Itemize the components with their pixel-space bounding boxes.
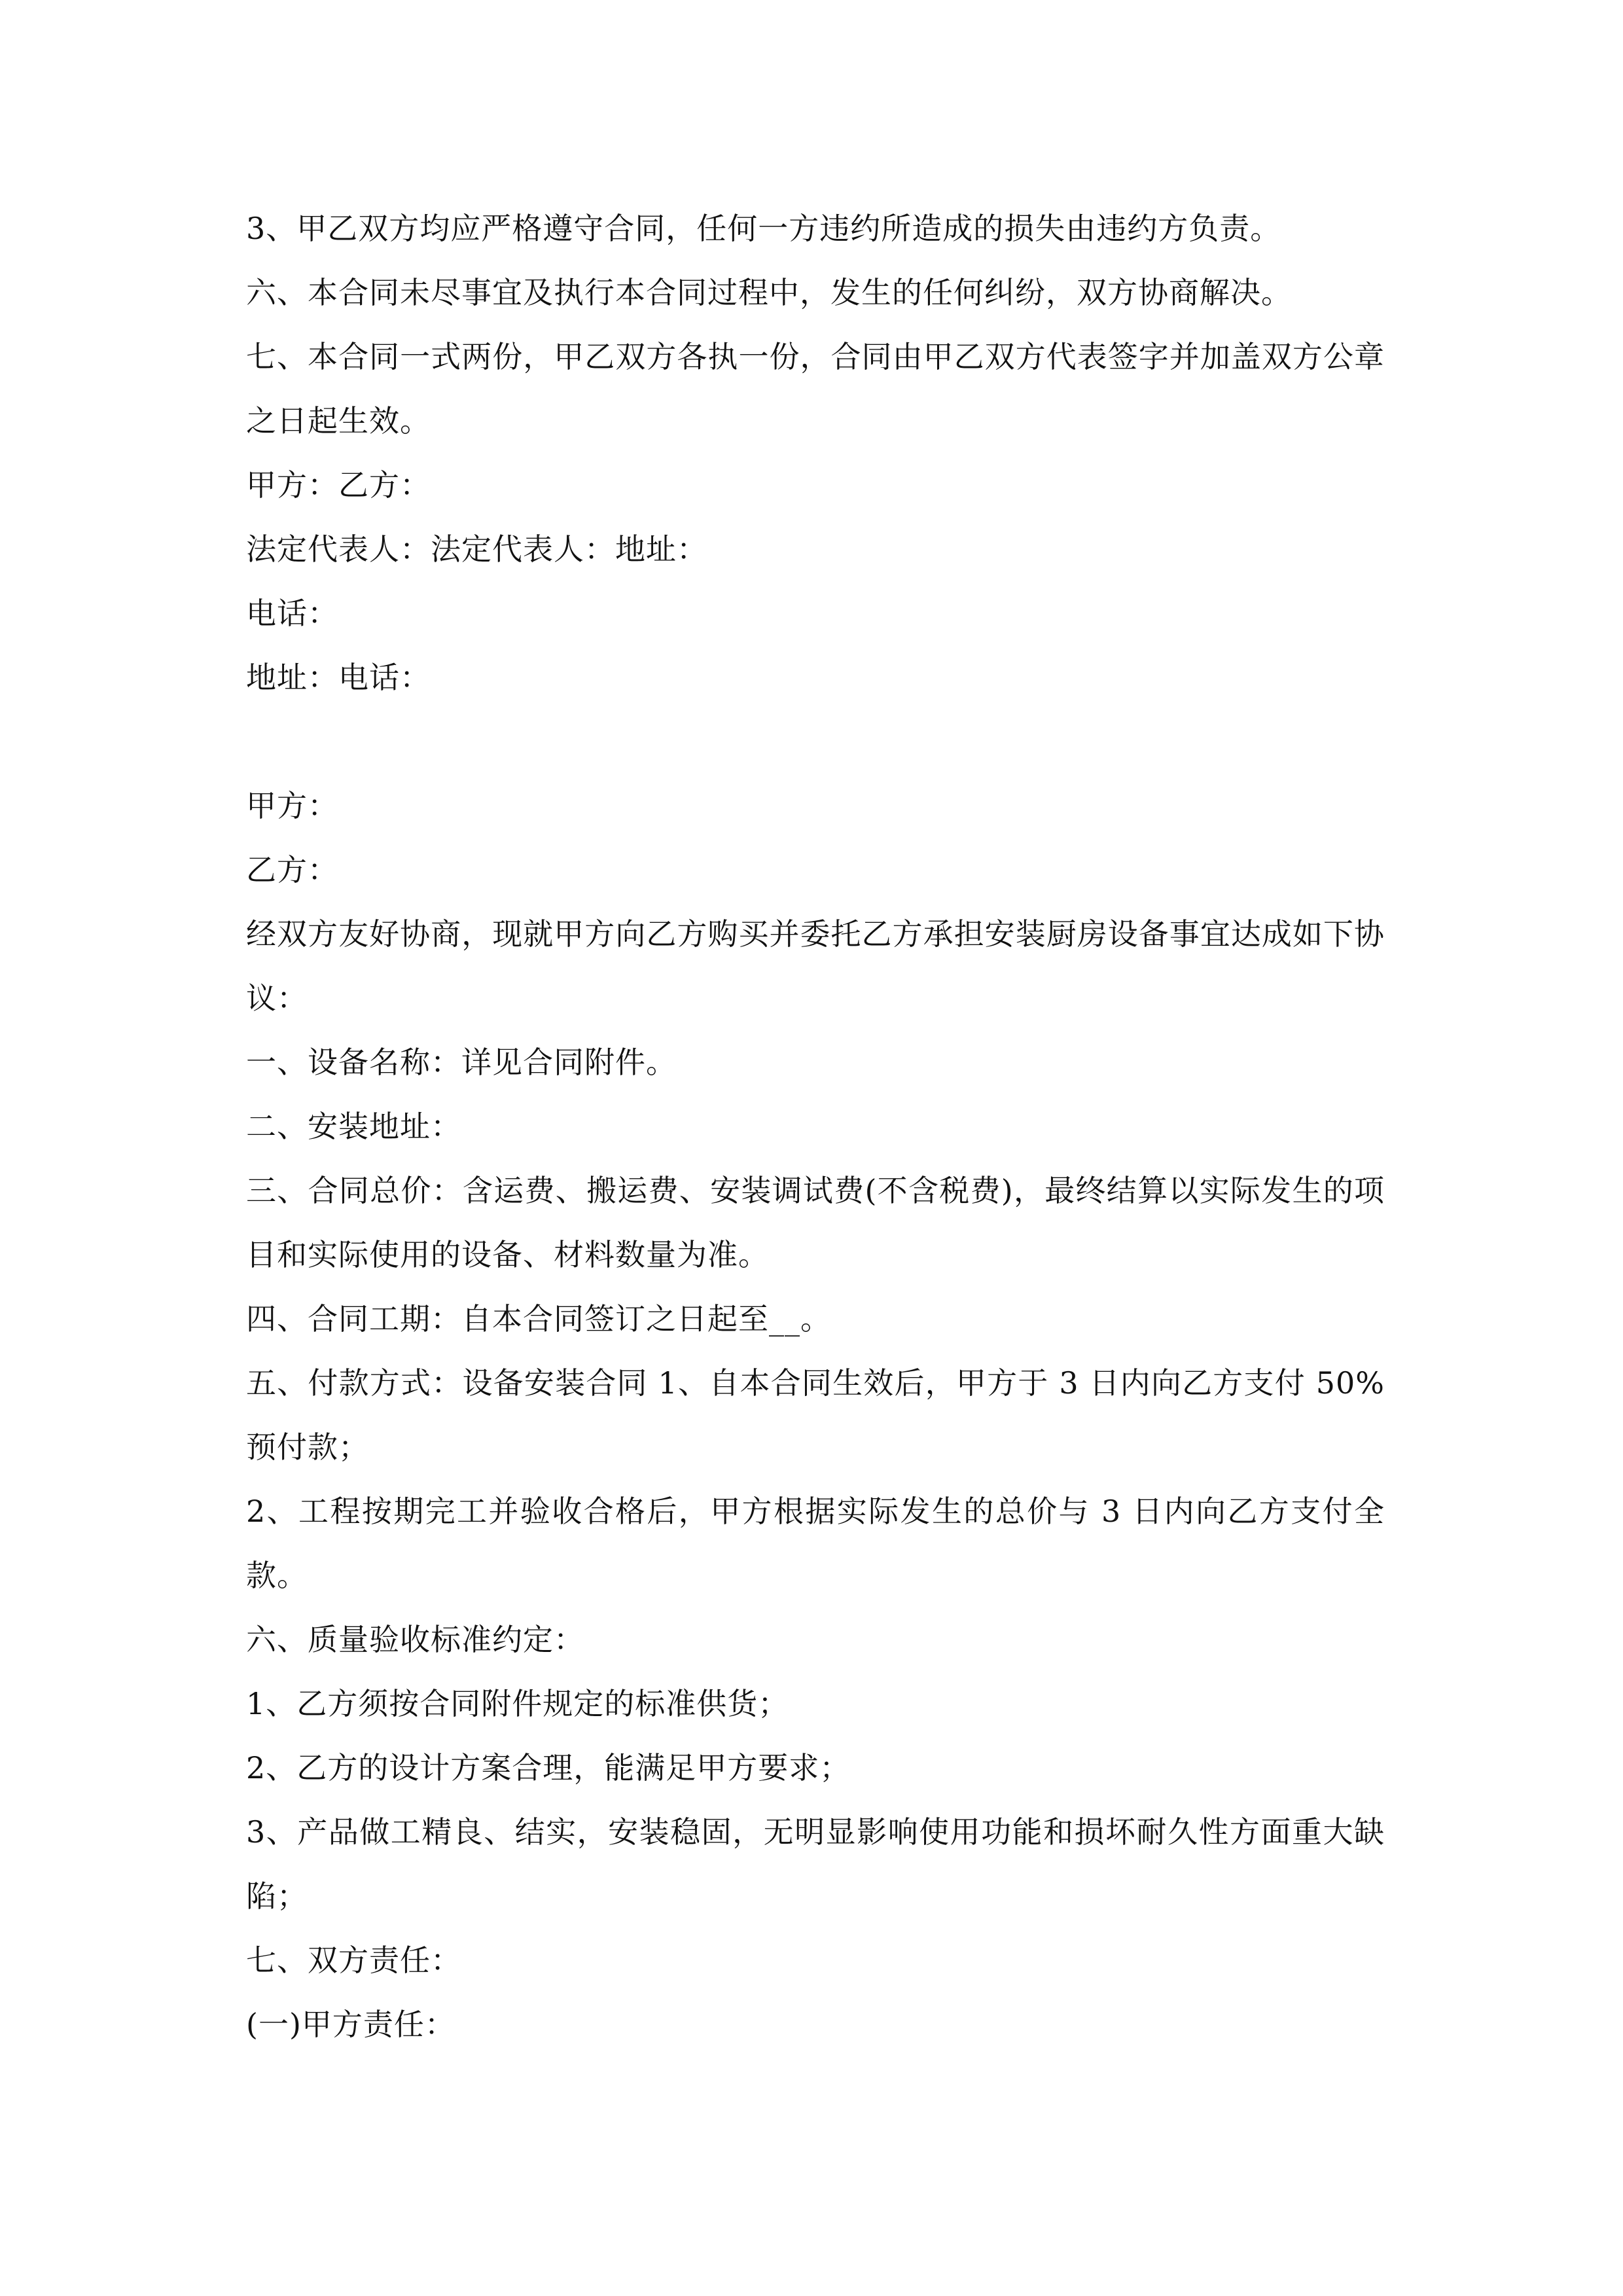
signature-representatives: 法定代表人：法定代表人：地址： (246, 531, 707, 567)
clause-equipment-name: 一、设备名称：详见合同附件。 (246, 1045, 677, 1080)
quality-item-2: 2、乙方的设计方案合理，能满足甲方要求； (246, 1750, 851, 1785)
party-a-responsibilities: (一)甲方责任： (246, 2007, 455, 2042)
signature-parties: 甲方：乙方： (246, 467, 431, 503)
clause-6-dispute-resolution: 六、本合同未尽事宜及执行本合同过程中，发生的任何纠纷，双方协商解决。 (246, 275, 1292, 310)
clause-7-effectiveness: 七、本合同一式两份，甲乙双方各执一份，合同由甲乙双方代表签字并加盖双方公章之日起生效。 (246, 339, 1385, 439)
party-b-label: 乙方： (246, 852, 338, 888)
contract-body (246, 196, 1385, 2056)
clause-construction-period: 四、合同工期：自本合同签订之日起至__。 (246, 1301, 831, 1336)
quality-item-3: 3、产品做工精良、结实，安装稳固，无明显影响使用功能和损坏耐久性方面重大缺陷； (246, 1814, 1385, 1914)
section-gap (246, 709, 1385, 774)
clause-responsibilities: 七、双方责任： (246, 1943, 461, 1978)
clause-payment-method: 五、付款方式：设备安装合同 1、自本合同生效后，甲方于 3 日内向乙方支付 50%预付款； (246, 1365, 1385, 1465)
clause-install-address: 二、安装地址： (246, 1109, 461, 1144)
agreement-preamble: 经双方友好协商，现就甲方向乙方购买并委托乙方承担安装厨房设备事宜达成如下协议： (246, 916, 1385, 1016)
party-a-label: 甲方： (246, 788, 338, 823)
signature-phone: 电话： (246, 596, 338, 631)
signature-address-phone: 地址：电话： (246, 660, 431, 695)
clause-3-breach-liability: 3、甲乙双方均应严格遵守合同，任何一方违约所造成的损失由违约方负责。 (246, 211, 1281, 246)
clause-quality-acceptance: 六、质量验收标准约定： (246, 1622, 584, 1657)
clause-final-payment: 2、工程按期完工并验收合格后，甲方根据实际发生的总价与 3 日内向乙方支付全款。 (246, 1494, 1385, 1593)
clause-total-price: 三、合同总价：含运费、搬运费、安装调试费(不含税费)，最终结算以实际发生的项目和实际使用的设备、材料数量为准。 (246, 1173, 1385, 1272)
quality-item-1: 1、乙方须按合同附件规定的标准供货； (246, 1686, 789, 1721)
